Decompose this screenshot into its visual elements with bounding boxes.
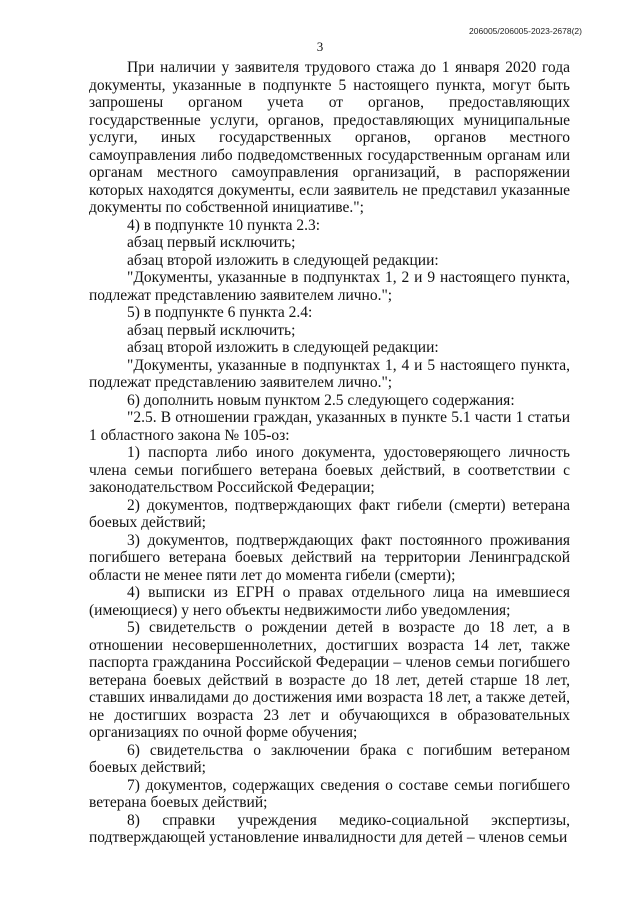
paragraph-point-2-5: "2.5. В отношении граждан, указанных в пункте 5.1 части 1 статьи 1 областного закона № 105-оз: — [89, 409, 570, 444]
paragraph-quote-1-4-5: "Документы, указанные в подпунктах 1, 4 и 5 настоящего пункта, подлежат представлению заявителем лично."; — [89, 356, 570, 391]
list-item-1: 1) паспорта либо иного документа, удостоверяющего личность члена семьи погибшего ветерана боевых действий, в соответствии с законодательством Российской Федерации; — [89, 444, 570, 496]
list-item-2: 2) документов, подтверждающих факт гибели (смерти) ветерана боевых действий; — [89, 496, 570, 531]
document-number: 206005/206005-2023-2678(2) — [469, 26, 582, 36]
list-item-8: 8) справки учреждения медико-социальной экспертизы, подтверждающей установление инвалидности для детей – членов семьи — [89, 811, 570, 846]
paragraph-exclude-first: абзац первый исключить; — [127, 321, 296, 339]
paragraph-item-6: 6) дополнить новым пунктом 2.5 следующего содержания: — [127, 391, 515, 409]
paragraph-quote-1-2-9: "Документы, указанные в подпунктах 1, 2 и 9 настоящего пункта, подлежат представлению заявителем лично."; — [89, 269, 570, 304]
paragraph-stazh: При наличии у заявителя трудового стажа до 1 января 2020 года документы, указанные в подпункте 5 настоящего пункта, могут быть запрошены органом учета от органов, предоставляющих государственные услуги, органов, предоставляющих муниципальные услуги, иных государственных органов, органов местного самоуправления либо подведомственных государственным органам или органам местного самоуправления организаций, в распоряжении которых находятся документы, если заявитель не представил указанные документы по собственной инициативе."; — [89, 59, 570, 216]
paragraph-exclude-first: абзац первый исключить; — [127, 234, 296, 251]
paragraph-item-4: 4) в подпункте 10 пункта 2.3: — [127, 216, 321, 234]
list-item-6: 6) свидетельства о заключении брака с погибшим ветераном боевых действий; — [89, 741, 570, 776]
list-item-7: 7) документов, содержащих сведения о составе семьи погибшего ветерана боевых действий; — [89, 776, 570, 811]
paragraph-new-wording: абзац второй изложить в следующей редакции: — [127, 339, 439, 356]
list-item-5: 5) свидетельств о рождении детей в возрасте до 18 лет, а в отношении несовершеннолетних, достигших возраста 14 лет, также паспорта гражданина Российской Федерации – членов семьи погибшего ветерана боевых действий в возрасте до 18 лет, детей старше 18 лет, ставших инвалидами до достижения ими возраста 18 лет, а также детей, не достигших возраста 23 лет и обучающихся в образовательных организациях по очной форме обучения; — [89, 619, 570, 741]
paragraph-item-5: 5) в подпункте 6 пункта 2.4: — [127, 304, 313, 321]
document-body — [89, 59, 570, 847]
list-item-4: 4) выписки из ЕГРН о правах отдельного лица на имевшиеся (имеющиеся) у него объекты недвижимости либо уведомления; — [89, 584, 570, 619]
page-number: 3 — [316, 39, 324, 54]
paragraph-new-wording: абзац второй изложить в следующей редакции: — [127, 251, 439, 269]
list-item-3: 3) документов, подтверждающих факт постоянного проживания погибшего ветерана боевых действий на территории Ленинградской области не менее пяти лет до момента гибели (смерти); — [89, 531, 570, 584]
